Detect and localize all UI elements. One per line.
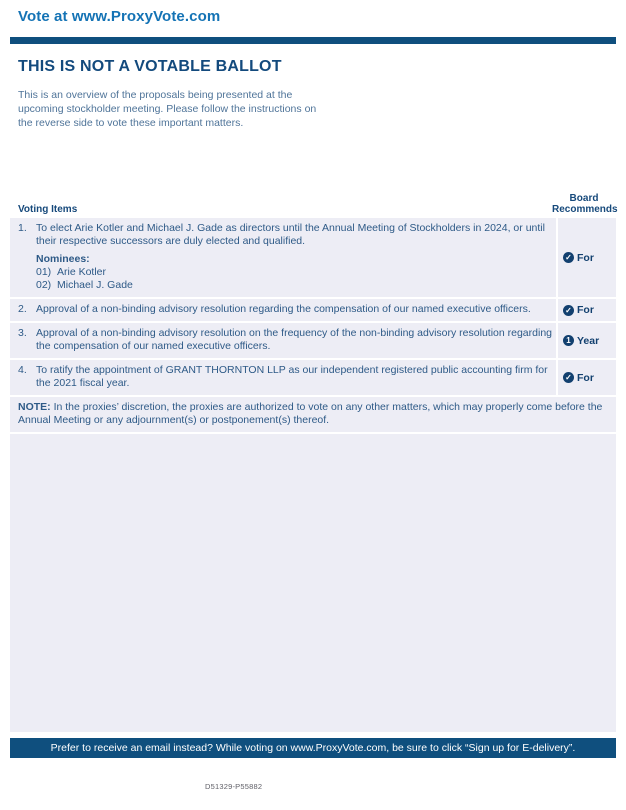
voting-row-2 [10,299,616,323]
recommendation-cell [556,218,616,297]
one-year-icon: 1 [563,335,574,346]
note-text: In the proxies’ discretion, the proxies are authorized to vote on any other matters, which may properly come before the Annual Meeting or any adjournment(s) or postponement(s) thereof. [18,401,603,426]
item-text: Approval of a non-binding advisory resolution on the frequency of the non-binding advisory resolution regarding the compensation of our named executive officers. [36,327,552,352]
voting-row-1 [10,218,616,299]
item-number: 1. [18,222,27,234]
voting-items-header: Voting Items [18,204,78,215]
item-text: To ratify the appointment of GRANT THORNTON LLP as our independent registered public accounting firm for the 2021 fiscal year. [36,364,548,389]
e-delivery-banner: Prefer to receive an email instead? While voting on www.ProxyVote.com, be sure to click “Sign up for E-delivery”. [10,738,616,758]
recommendation-label: For [577,251,594,264]
recommendation-cell [556,299,616,321]
recommendation-cell [556,323,616,358]
item-number: 3. [18,327,27,339]
voting-row-3 [10,323,616,360]
board-recommends-line2: Recommends [552,204,618,215]
item-body [36,222,552,292]
check-icon: ✓ [563,305,574,316]
nominee-name: Arie Kotler [57,266,107,278]
nominee-name: Michael J. Gade [57,279,133,291]
top-rule-divider [10,37,616,44]
recommendation-label: For [577,304,594,316]
note-row [10,397,616,434]
item-3-text-cell [10,323,556,358]
recommendation-label: Year [577,334,600,347]
item-4-text-cell [10,360,556,395]
board-recommends-header [552,193,616,216]
check-icon: ✓ [563,252,574,263]
voting-row-4 [10,360,616,397]
recommendation-cell [556,360,616,395]
voting-table-header [10,188,616,216]
voting-table [10,218,616,732]
check-icon: ✓ [563,372,574,383]
item-1-text-cell [10,218,556,297]
item-2-text-cell [10,299,556,321]
note-label: NOTE: [18,401,51,413]
nominee-row [36,279,552,292]
recommendation-label: For [577,371,594,384]
site-title: Vote at www.ProxyVote.com [18,8,221,25]
item-text: To elect Arie Kotler and Michael J. Gade as directors until the Annual Meeting of Stockholders in 2024, or until their respective successors are duly elected and qualified. [36,222,545,247]
item-text: Approval of a non-binding advisory resolution regarding the compensation of our named executive officers. [36,303,531,315]
nominee-number: 02) [36,279,52,291]
doc-id: D51329-P55882 [205,782,263,791]
item-number: 4. [18,364,27,376]
nominees-label: Nominees: [36,253,90,265]
intro-text: This is an overview of the proposals being presented at the upcoming stockholder meeting. Please follow the instructions on the reverse side to vote these important matters. [18,89,317,129]
nominee-row [36,266,552,279]
board-recommends-line1: Board [569,193,599,204]
nominees-block [36,253,552,292]
ballot-heading: THIS IS NOT A VOTABLE BALLOT [18,58,282,75]
item-number: 2. [18,303,27,315]
nominee-number: 01) [36,266,52,278]
